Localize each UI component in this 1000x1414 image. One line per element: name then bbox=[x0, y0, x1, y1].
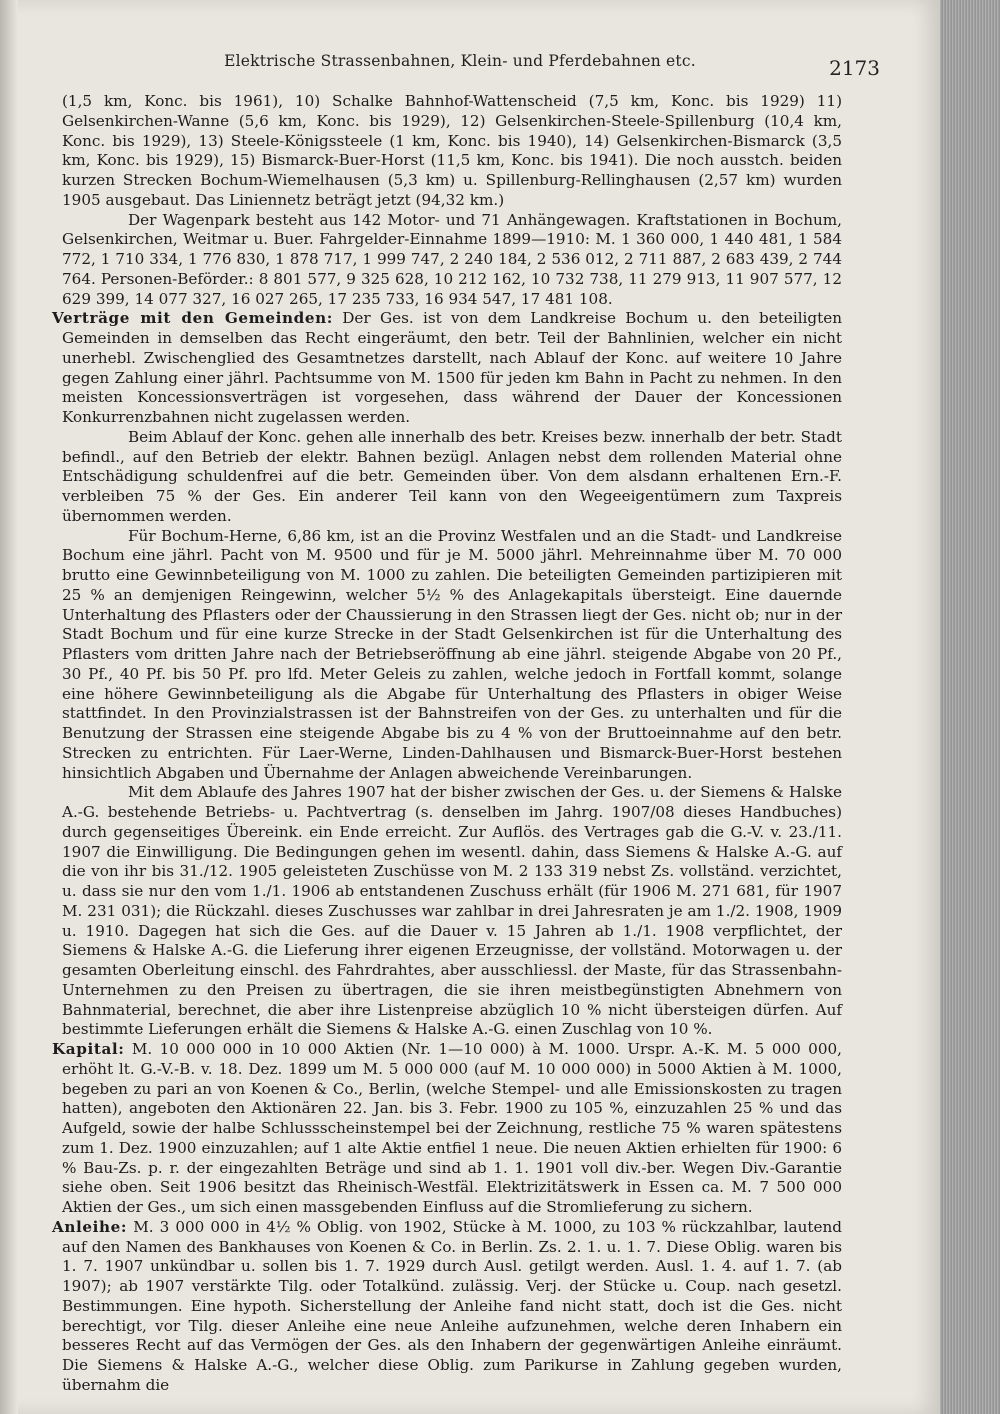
section-label-contracts: Verträge mit den Gemeinden: bbox=[52, 309, 333, 328]
running-title: Elektrische Strassenbahnen, Klein- und Pferdebahnen etc. bbox=[224, 52, 696, 70]
paragraph-routes bbox=[62, 92, 842, 211]
paragraph-text: Beim Ablauf der Konc. gehen alle innerhalb des betr. Kreises bezw. innerhalb der betr. Stadt befindl., auf den Betrieb der elektr. Bahnen bezügl. Anlagen nebst dem rollenden Material ohne Entschädigung schuldenfrei auf die betr. Gemeinden über. Von dem alsdann erhaltenen Ern.-F. verbleiben 75 % der Ges. Ein anderer Teil kann von den Wegeeigentümern zum Taxpreis übernommen werden. bbox=[62, 427, 842, 525]
paragraph-bochum-herne bbox=[62, 527, 842, 784]
paragraph-concession-expiry bbox=[62, 428, 842, 527]
page-gutter-shadow bbox=[0, 0, 18, 1414]
page-number: 2173 bbox=[829, 56, 880, 80]
section-label-capital: Kapital: bbox=[52, 1040, 125, 1058]
paragraph-text: (1,5 km, Konc. bis 1961), 10) Schalke Bahnhof-Wattenscheid (7,5 km, Konc. bis 1929) 11) Gelsenkirchen-Wanne (5,6 km, Konc. bis 1929), 12) Gelsenkirchen-Steele-Spillenburg (10,4 km, Konc. bis 1929), 13) Steele-Königssteele (1 km, Konc. bis 1940), 14) Gelsenkirchen-Bismarck (3,5 km, Konc. bis 1929), 15) Bismarck-Buer-Horst (11,5 km, Konc. bis 1941). Die noch ausstch. beiden kurzen Strecken Bochum-Wiemelhausen (5,3 km) u. Spillenburg-Rellinghausen (2,57 km) wurden 1905 ausgebaut. Das Liniennetz beträgt jetzt (94,32 km.) bbox=[62, 92, 842, 209]
paragraph-text: Mit dem Ablaufe des Jahres 1907 hat der bisher zwischen der Ges. u. der Siemens & Halske A.-G. bestehende Betriebs- u. Pachtvertrag (s. denselben im Jahrg. 1907/08 dieses Handbuches) durch gegenseitiges Übereink. ein Ende erreicht. Zur Auflös. des Vertrages gab die G.-V. v. 23./11. 1907 die Einwilligung. Die Bedingungen gehen im wesentl. dahin, dass Siemens & Halske A.-G. auf die von ihr bis 31./12. 1905 geleisteten Zuschüsse von M. 2 133 319 nebst Zs. vollständ. verzichtet, u. dass sie nur den vom 1./1. 1906 ab entstandenen Zuschuss erhält (für 1906 M. 271 681, für 1907 M. 231 031); die Rückzahl. dieses Zuschusses war zahlbar in drei Jahresraten je am 1./2. 1908, 1909 u. 1910. Dagegen hat sich die Ges. auf die Dauer v. 15 Jahren ab 1./1. 1908 verpflichtet, der Siemens & Halske A.-G. die Lieferung ihrer eigenen Erzeugnisse, der vollständ. Motorwagen u. der gesamten Oberleitung einschl. des Fahrdrahtes, aber ausschliessl. der Maste, für das Strassenbahn-Unternehmen zu den Preisen zu übertragen, die sie ihren meistbegünstigten Abnehmern von Bahnmaterial, berechnet, die aber ihre Listenpreise abzüglich 10 % nicht übersteigen dürfen. Auf bestimmte Lieferungen erhält die Siemens & Halske A.-G. einen Zuschlag von 10 %. bbox=[62, 783, 842, 1039]
paragraph-text: Der Ges. ist von dem Landkreise Bochum u. den beteiligten Gemeinden in demselben das Recht eingeräumt, den betr. Teil der Bahnlinien, welcher ein nicht unerhebl. Zwischenglied des Gesamtnetzes darstellt, nach Ablauf der Konc. auf weitere 10 Jahre gegen Zahlung einer jährl. Pachtsumme von M. 1500 für jeden km Bahn in Pacht zu nehmen. In den meisten Koncessionsverträgen ist vorgesehen, dass während der Dauer der Koncessionen Konkurrenzbahnen nicht zugelassen werden. bbox=[62, 309, 843, 426]
paragraph-bond bbox=[52, 1217, 842, 1396]
paragraph-rolling-stock bbox=[62, 211, 842, 310]
paragraph-text: M. 10 000 000 in 10 000 Aktien (Nr. 1—10 000) à M. 1000. Urspr. A.-K. M. 5 000 000, erhöht lt. G.-V.-B. v. 18. Dez. 1899 um M. 5 000 000 (auf M. 10 000 000) in 5000 Aktien à M. 1000, begeben zu pari an von Koenen & Co., Berlin, (welche Stempel- und alle Emissionskosten zu tragen hatten), angeboten den Aktionären 22. Jan. bis 3. Febr. 1900 zu 105 %, einzuzahlen 25 % und das Aufgeld, sowie der halbe Schlussscheinstempel bei der Zeichnung, restliche 75 % waren spätestens zum 1. Dez. 1900 einzuzahlen; auf 1 alte Aktie entfiel 1 neue. Die neuen Aktien erhielten für 1900: 6 % Bau-Zs. p. r. der eingezahlten Beträge und sind ab 1. 1. 1901 voll div.-ber. Wegen Div.-Garantie siehe oben. Seit 1906 besitzt das Rheinisch-Westfäl. Elektrizitätswerk in Essen ca. M. 7 500 000 Aktien der Ges., um sich einen massgebenden Einfluss auf die Stromlieferung zu sichern. bbox=[62, 1040, 842, 1216]
paragraph-contracts bbox=[52, 309, 843, 428]
paragraph-text: M. 3 000 000 in 4½ % Oblig. von 1902, Stücke à M. 1000, zu 103 % rückzahlbar, lautend auf den Namen des Bankhauses von Koenen & Co. in Berlin. Zs. 2. 1. u. 1. 7. Diese Oblig. waren bis 1. 7. 1907 unkündbar u. sollen bis 1. 7. 1929 durch Ausl. getilgt werden. Ausl. 1. 4. auf 1. 7. (ab 1907); ab 1907 verstärkte Tilg. oder Totalkünd. zulässig. Verj. der Stücke u. Coup. nach gesetzl. Bestimmungen. Eine hypoth. Sicherstellung der Anleihe fand nicht statt, doch ist die Ges. nicht berechtigt, vor Tilg. dieser Anleihe eine neue Anleihe aufzunehmen, welche deren Inhabern ein besseres Recht auf das Vermögen der Ges. als den Inhabern der gegenwärtigen Anleihe einräumt. Die Siemens & Halske A.-G., welcher diese Oblig. zum Parikurse in Zahlung gegeben wurden, übernahm die bbox=[62, 1217, 842, 1394]
body-text bbox=[52, 92, 843, 1396]
paragraph-siemens-halske bbox=[62, 783, 842, 1040]
paragraph-text: Für Bochum-Herne, 6,86 km, ist an die Provinz Westfalen und an die Stadt- und Landkreise Bochum eine jährl. Pacht von M. 9500 und für je M. 5000 jährl. Mehreinnahme über M. 70 000 brutto eine Gewinnbeteiligung von M. 1000 zu zahlen. Die beteiligten Gemeinden partizipieren mit 25 % an demjenigen Reingewinn, welcher 5½ % des Anlagekapitals übersteigt. Eine dauernde Unterhaltung des Pflasters oder der Chaussierung in den Strassen liegt der Ges. nicht ob; nur in der Stadt Bochum und für eine kurze Strecke in der Stadt Gelsenkirchen ist für die Unterhaltung des Pflasters vom dritten Jahre nach der Betriebseröffnung ab eine jährl. steigende Abgabe von 20 Pf., 30 Pf., 40 Pf. bis 50 Pf. pro lfd. Meter Geleis zu zahlen, welche jedoch in Fortfall kommt, solange eine höhere Gewinnbeteiligung als die Abgabe für Unterhaltung des Pflasters in obiger Weise stattfindet. In den Provinzialstrassen ist der Bahnstreifen von der Ges. zu unterhalten und für die Benutzung der Strassen eine steigende Abgabe bis zu 4 % von der Bruttoeinnahme auf den betr. Strecken zu entrichten. Für Laer-Werne, Linden-Dahlhausen und Bismarck-Buer-Horst bestehen hinsichtlich Abgaben und Übernahme der Anlagen abweichende Vereinbarungen. bbox=[62, 526, 842, 782]
book-page-edges bbox=[940, 0, 1000, 1414]
section-label-bond: Anleihe: bbox=[52, 1217, 128, 1236]
paragraph-text: Der Wagenpark besteht aus 142 Motor- und 71 Anhängewagen. Kraftstationen in Bochum, Gelsenkirchen, Weitmar u. Buer. Fahrgelder-Einnahme 1899—1910: M. 1 360 000, 1 440 481, 1 584 772, 1 710 334, 1 776 830, 1 878 717, 1 999 747, 2 240 184, 2 536 012, 2 711 887, 2 683 439, 2 744 764. Personen-Beförder.: 8 801 577, 9 325 628, 10 212 162, 10 732 738, 11 279 913, 11 907 577, 12 629 399, 14 077 327, 16 027 265, 17 235 733, 16 934 547, 17 481 108. bbox=[62, 210, 842, 308]
paragraph-capital bbox=[52, 1040, 842, 1218]
